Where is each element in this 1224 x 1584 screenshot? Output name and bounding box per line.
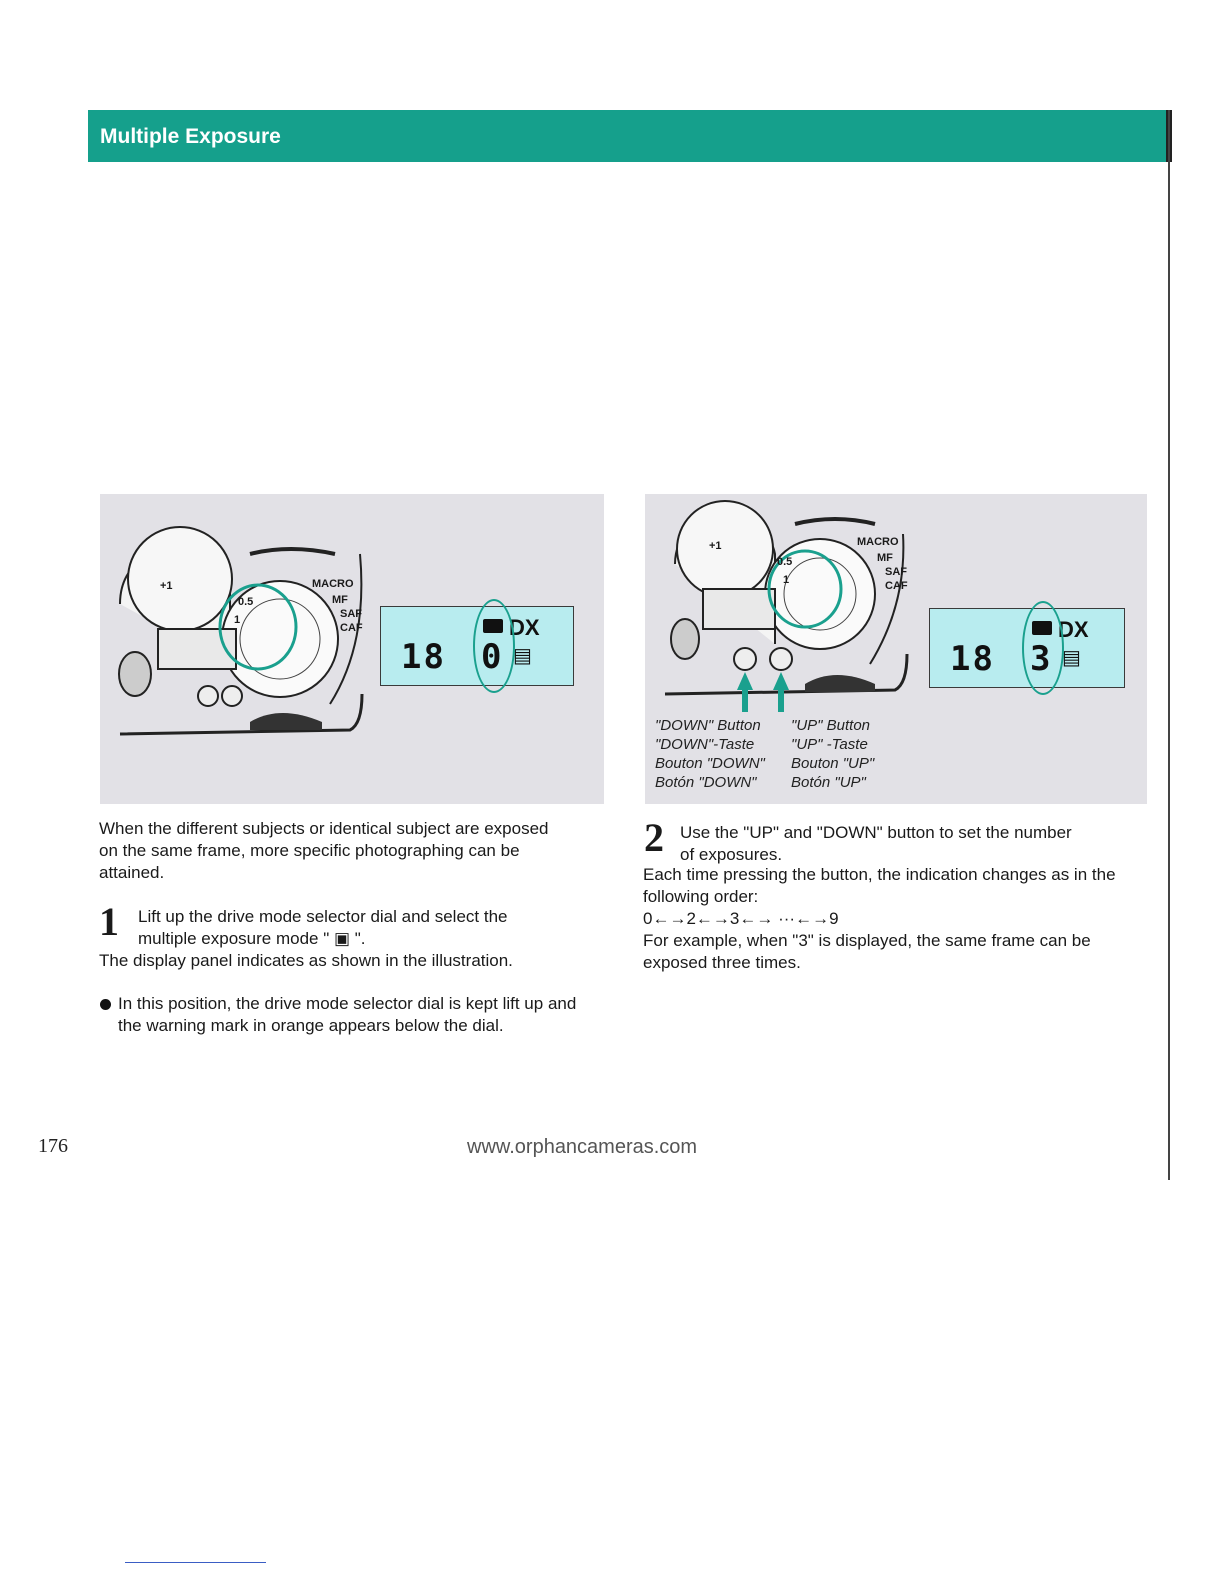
page-edge-rule <box>1168 110 1170 1180</box>
dial-label-macro: MACRO <box>312 578 354 590</box>
dial-label-plus-one: +1 <box>709 540 722 552</box>
page-title: Multiple Exposure <box>100 125 281 148</box>
illustration-drive-mode-dial <box>100 494 604 804</box>
step-1-number: 1 <box>99 899 119 944</box>
caption-down-fr: Bouton "DOWN" <box>655 755 765 772</box>
dial-label-mf: MF <box>332 594 348 606</box>
lcd-display-panel <box>380 606 574 686</box>
caption-up-de: "UP" -Taste <box>791 736 868 753</box>
dial-label-caf: CAF <box>340 622 363 634</box>
bottom-divider <box>125 1562 266 1563</box>
dial-label-one: 1 <box>234 614 241 626</box>
caption-down-es: Botón "DOWN" <box>655 774 757 791</box>
step-2-number: 2 <box>644 815 664 860</box>
step-2-paragraph: Each time pressing the button, the indication changes as in the following order: <box>643 865 1116 906</box>
illustration-up-down-buttons <box>645 494 1147 804</box>
caption-up-fr: Bouton "UP" <box>791 755 875 772</box>
film-cartridge-icon: ▤ <box>1062 647 1081 669</box>
dial-label-macro: MACRO <box>857 536 899 548</box>
lcd-dx-label: DX <box>1058 617 1089 642</box>
example-paragraph: For example, when "3" is displayed, the same frame can be exposed three times. <box>643 931 1091 972</box>
dial-label-one: 1 <box>783 574 790 586</box>
bullet-note: In this position, the drive mode selector dial is kept lift up and the warning mark in orange appears below the dial. <box>118 994 577 1035</box>
dial-label-half: 0.5 <box>777 556 793 568</box>
dial-label-plus-one: +1 <box>160 580 173 592</box>
step-2-line-2: of exposures. <box>680 845 783 864</box>
caption-down-en: "DOWN" Button <box>655 717 761 734</box>
film-cartridge-icon: ▤ <box>513 645 532 667</box>
lcd-exposure-count: 0 <box>481 637 502 677</box>
intro-paragraph: When the different subjects or identical subject are exposed on the same frame, more specific photographing can be attained. <box>99 819 549 882</box>
up-button-captions <box>791 716 874 792</box>
dial-label-saf: SAF <box>340 608 362 620</box>
page-number: 176 <box>38 1135 68 1157</box>
caption-up-es: Botón "UP" <box>791 774 866 791</box>
dial-label-half: 0.5 <box>238 596 254 608</box>
section-header <box>88 110 1168 162</box>
footer-url: www.orphancameras.com <box>467 1136 698 1158</box>
lcd-frame-digits: 18 <box>401 637 446 677</box>
lcd-highlight-oval <box>1022 601 1064 695</box>
step-1-line-1: Lift up the drive mode selector dial and select the <box>138 907 508 926</box>
dial-label-saf: SAF <box>885 566 907 578</box>
step-2-line-1: Use the "UP" and "DOWN" button to set the number <box>680 823 1072 842</box>
step-1-after: The display panel indicates as shown in the illustration. <box>99 951 513 970</box>
step-1-line-2: multiple exposure mode " ▣ ". <box>138 929 366 948</box>
down-button-captions <box>655 716 765 792</box>
dial-label-mf: MF <box>877 552 893 564</box>
exposure-order-sequence: 0←→2←→3←→ ···←→9 <box>643 909 839 928</box>
lcd-frame-digits: 18 <box>950 639 995 679</box>
lcd-exposure-count: 3 <box>1030 639 1051 679</box>
dial-label-caf: CAF <box>885 580 908 592</box>
lcd-highlight-oval <box>473 599 515 693</box>
lcd-dx-label: DX <box>509 615 540 640</box>
bullet-icon <box>100 999 111 1010</box>
caption-down-de: "DOWN"-Taste <box>655 736 755 753</box>
lcd-display-panel <box>929 608 1125 688</box>
caption-up-en: "UP" Button <box>791 717 871 734</box>
